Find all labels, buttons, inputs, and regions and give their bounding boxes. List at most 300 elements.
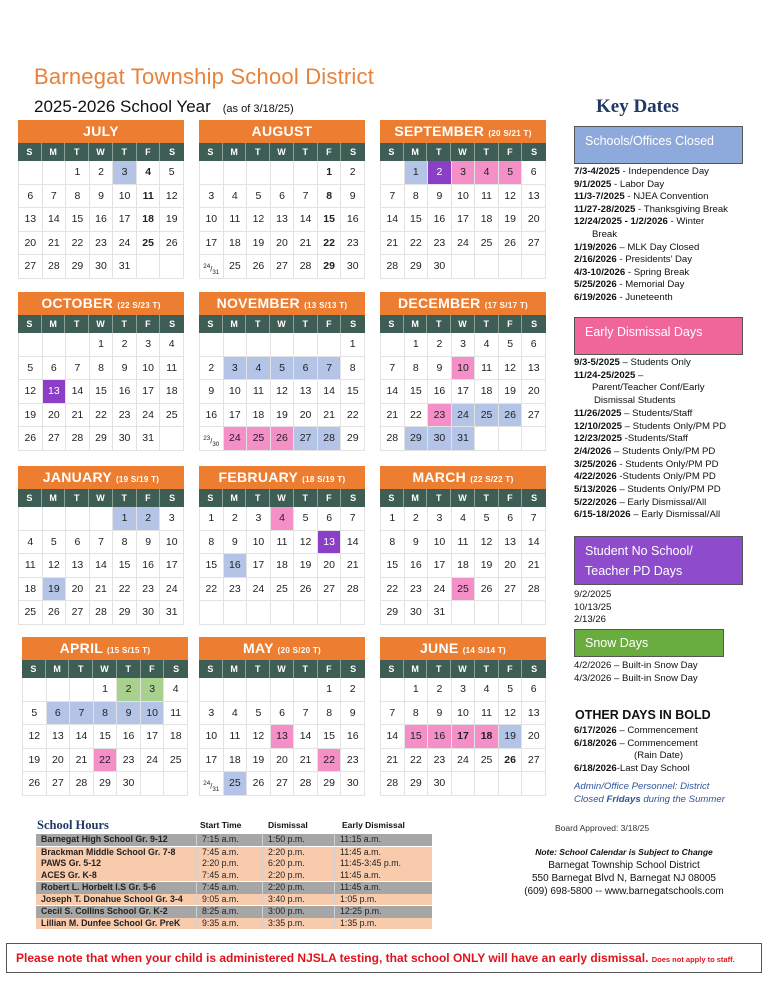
calendar-day: 29 — [318, 255, 342, 279]
calendar-day: 2 — [428, 678, 452, 702]
school-name: ACES Gr. K-8 — [41, 869, 97, 880]
key-date-item: 4/22/2026 -Students Only/PM PD — [574, 471, 716, 483]
calendar-day: 7 — [294, 185, 318, 209]
weekday-label: M — [42, 143, 66, 161]
calendar-day: 8 — [381, 531, 405, 555]
calendar-day: 8 — [405, 185, 429, 209]
school-hours-table — [36, 833, 432, 929]
calendar-day: 22 — [318, 749, 342, 773]
calendar-day: 25 — [475, 232, 499, 256]
calendar-day: 11 — [247, 380, 271, 404]
district-title: Barnegat Township School District — [34, 64, 375, 89]
calendar-day: 5 — [294, 507, 318, 531]
notice-main: Please note that when your child is administered NJSLA testing, that school ONLY will have an early dismissal. — [16, 951, 649, 965]
calendar-day: 21 — [381, 404, 405, 428]
empty-day — [200, 161, 224, 185]
calendar-day: 19 — [271, 404, 295, 428]
calendar-day: 17 — [452, 208, 476, 232]
weekday-label: M — [42, 315, 66, 333]
calendar-day: 5 — [247, 185, 271, 209]
key-date-item: 9/3-5/2025 – Students Only — [574, 357, 691, 368]
calendar-day: 12 — [499, 702, 523, 726]
month-september — [380, 120, 546, 279]
calendar-day: 6 — [19, 185, 43, 209]
calendar-day: 4 — [224, 702, 248, 726]
weekday-label: S — [199, 660, 223, 678]
calendar-day: 21 — [43, 232, 67, 256]
calendar-day: 25 — [224, 772, 248, 796]
weekday-label: T — [246, 660, 270, 678]
calendar-day: 2 — [428, 333, 452, 357]
month-day-counts: (15 S/15 T) — [107, 646, 151, 655]
calendar-day: 1 — [318, 161, 342, 185]
calendar-day: 15 — [405, 208, 429, 232]
key-date-item: 5/25/2026 - Memorial Day — [574, 279, 685, 291]
calendar-day: 25 — [247, 427, 271, 451]
admin-note-line2 — [574, 793, 725, 806]
calendar-day: 10 — [452, 357, 476, 381]
calendar-day: 15 — [66, 208, 90, 232]
month-days — [380, 333, 546, 451]
calendar-day: 9 — [90, 185, 114, 209]
calendar-day: 15 — [318, 725, 342, 749]
contact-address: 550 Barnegat Blvd N, Barnegat NJ 08005 — [531, 873, 716, 884]
calendar-day: 24 — [141, 749, 165, 773]
month-june — [380, 637, 546, 796]
calendar-day: 6 — [522, 161, 546, 185]
calendar-day: 3 — [224, 357, 248, 381]
calendar-day: 23 — [341, 749, 365, 773]
weekday-label: F — [137, 315, 161, 333]
calendar-day: 25 — [475, 404, 499, 428]
calendar-day: 21 — [294, 749, 318, 773]
contact-phone-web: (609) 698-5800 -- www.barnegatschools.com — [524, 886, 724, 897]
month-header: FEBRUARY (18 S/19 T) — [199, 466, 365, 489]
weekday-header — [18, 143, 184, 161]
school-name: Cecil S. Collins School Gr. K-2 — [41, 906, 168, 916]
weekday-label: W — [89, 315, 113, 333]
weekday-label: S — [531, 147, 538, 157]
weekday-label: W — [89, 489, 113, 507]
calendar-day: 6 — [271, 702, 295, 726]
calendar-day: 30 — [341, 772, 365, 796]
key-date-item: 6/18/2026-Last Day School — [574, 762, 690, 774]
calendar-day: 21 — [70, 749, 94, 773]
calendar-day: 13 — [43, 380, 67, 404]
njsla-notice — [6, 943, 762, 973]
calendar-day: 13 — [271, 208, 295, 232]
empty-day — [224, 161, 248, 185]
calendar-day: 1 — [405, 678, 429, 702]
admin-pre: Closed — [574, 794, 607, 805]
key-date-item: 11/3-7/2025 - NJEA Convention — [574, 191, 709, 203]
calendar-day: 31 — [428, 601, 452, 625]
calendar-day: 16 — [137, 554, 161, 578]
weekday-label: S — [380, 143, 404, 161]
calendar-day: 25 — [224, 255, 248, 279]
weekday-label: F — [499, 489, 523, 507]
month-header: JANUARY (19 S/19 T) — [18, 466, 184, 489]
snow-dates-list — [574, 660, 768, 685]
weekday-label: F — [137, 143, 161, 161]
calendar-day: 17 — [200, 749, 224, 773]
calendar-day: 25 — [19, 601, 43, 625]
month-january — [18, 466, 184, 625]
weekday-label: S — [199, 489, 223, 507]
weekday-label: S — [169, 147, 176, 157]
empty-day — [47, 678, 71, 702]
calendar-day: 7 — [70, 702, 94, 726]
calendar-day: 24 — [137, 404, 161, 428]
calendar-day: 25 — [452, 578, 476, 602]
month-october — [18, 292, 184, 451]
start-time: 7:45 a.m. — [196, 847, 262, 859]
weekday-label: F — [318, 143, 342, 161]
contact-block — [480, 846, 768, 898]
calendar-day: 17 — [200, 232, 224, 256]
calendar-day: 17 — [160, 554, 184, 578]
early-dismissal-list — [574, 357, 768, 522]
empty-day — [294, 333, 318, 357]
calendar-day: 7 — [90, 531, 114, 555]
contact-district: Barnegat Township School District — [548, 860, 700, 871]
calendar-day: 17 — [428, 554, 452, 578]
dismissal-time: 3:00 p.m. — [262, 906, 334, 918]
weekday-label: T — [475, 315, 499, 333]
start-time: 9:05 a.m. — [196, 894, 262, 906]
weekday-label: S — [350, 147, 357, 157]
month-days — [22, 678, 188, 796]
calendar-day: 18 — [247, 404, 271, 428]
empty-day — [294, 678, 318, 702]
calendar-day: 22 — [94, 749, 118, 773]
weekday-label: M — [404, 660, 428, 678]
calendar-day: 4 — [247, 357, 271, 381]
calendar-day: 20 — [294, 404, 318, 428]
calendar-day: 16 — [428, 725, 452, 749]
calendar-day: 9 — [200, 380, 224, 404]
key-date-item: 6/19/2026 - Juneteenth — [574, 291, 673, 303]
calendar-day: 23 — [405, 578, 429, 602]
calendar-day: 1 — [94, 678, 118, 702]
calendar-day: 8 — [341, 357, 365, 381]
key-date-item: 5/22/2026 – Early Dismissal/All — [574, 496, 707, 508]
calendar-day: 21 — [381, 749, 405, 773]
weekday-label: S — [380, 315, 404, 333]
calendar-day: $^{24}/_{31}$ — [200, 772, 224, 796]
calendar-day: 12 — [160, 185, 184, 209]
calendar-day: 14 — [43, 208, 67, 232]
calendar-day: 16 — [224, 554, 248, 578]
calendar-day: 23 — [341, 232, 365, 256]
weekday-label: T — [294, 315, 318, 333]
weekday-label: W — [451, 315, 475, 333]
calendar-day: 26 — [19, 427, 43, 451]
calendar-day: 20 — [522, 380, 546, 404]
admin-bold: Fridays — [606, 794, 641, 805]
calendar-day: 24 — [452, 404, 476, 428]
calendar-day: 17 — [247, 554, 271, 578]
calendar-day: 3 — [452, 161, 476, 185]
calendar-day: 8 — [318, 185, 342, 209]
weekday-label: S — [199, 315, 223, 333]
empty-day — [271, 161, 295, 185]
calendar-day: 9 — [113, 357, 137, 381]
empty-day — [70, 678, 94, 702]
weekday-label: F — [499, 143, 523, 161]
key-date-item: 6/17/2026 – Commencement — [574, 725, 698, 736]
calendar-day: 25 — [137, 232, 161, 256]
calendar-day: 24 — [452, 232, 476, 256]
school-hours-row — [36, 847, 432, 859]
dismissal-time: 1:50 p.m. — [262, 834, 334, 846]
weekday-label: S — [531, 493, 538, 503]
school-name: Robert L. Horbelt I.S Gr. 5-6 — [41, 882, 156, 892]
calendar-day: 2 — [117, 678, 141, 702]
calendar-day: 2 — [224, 507, 248, 531]
weekday-label: W — [93, 660, 117, 678]
calendar-day: 26 — [499, 749, 523, 773]
calendar-day: 2 — [341, 678, 365, 702]
early-dismissal-time: 11:45-3:45 p.m. — [334, 858, 432, 870]
calendar-day: 5 — [271, 357, 295, 381]
calendar-day: 18 — [224, 749, 248, 773]
calendar-day: 12 — [43, 554, 67, 578]
calendar-day: 5 — [19, 357, 43, 381]
col-dismissal: Dismissal — [268, 820, 308, 830]
month-day-counts: (20 S/20 T) — [277, 646, 321, 655]
weekday-label: M — [404, 315, 428, 333]
calendar-day: 19 — [23, 749, 47, 773]
empty-day — [247, 333, 271, 357]
month-days — [199, 161, 365, 279]
calendar-day: 11 — [137, 185, 161, 209]
calendar-day: 4 — [475, 161, 499, 185]
calendar-day: 28 — [381, 427, 405, 451]
weekday-header — [380, 660, 546, 678]
weekday-header — [22, 660, 188, 678]
empty-day — [475, 255, 499, 279]
calendar-day: 20 — [318, 554, 342, 578]
calendar-day: 23 — [113, 404, 137, 428]
calendar-day: 23 — [224, 578, 248, 602]
calendar-day: 19 — [294, 554, 318, 578]
calendar-day: 3 — [452, 678, 476, 702]
empty-day — [200, 678, 224, 702]
calendar-day: 16 — [113, 380, 137, 404]
empty-day — [499, 772, 523, 796]
calendar-day: 23 — [428, 749, 452, 773]
calendar-day: 10 — [200, 725, 224, 749]
calendar-day: 13 — [522, 357, 546, 381]
calendar-day: 28 — [381, 772, 405, 796]
calendar-day: 4 — [137, 161, 161, 185]
school-hours-row — [36, 882, 432, 894]
school-hours-row — [36, 870, 432, 882]
calendar-day: 11 — [271, 531, 295, 555]
empty-day — [452, 772, 476, 796]
weekday-label: T — [69, 660, 93, 678]
month-days — [380, 678, 546, 796]
weekday-label: T — [113, 489, 137, 507]
weekday-label: T — [427, 315, 451, 333]
calendar-day: 18 — [160, 380, 184, 404]
legend-closed: Schools/Offices Closed — [574, 126, 743, 164]
calendar-day: 30 — [341, 255, 365, 279]
calendar-day: 10 — [141, 702, 165, 726]
calendar-day: 14 — [70, 725, 94, 749]
empty-day — [381, 678, 405, 702]
calendar-day: 18 — [271, 554, 295, 578]
key-date-item: 12/10/2025 – Students Only/PM PD — [574, 420, 726, 432]
calendar-day: 30 — [117, 772, 141, 796]
weekday-label: W — [270, 660, 294, 678]
weekday-label: M — [223, 143, 247, 161]
calendar-day: 14 — [381, 725, 405, 749]
calendar-day: 20 — [499, 554, 523, 578]
calendar-day: 11 — [160, 357, 184, 381]
calendar-day: 20 — [522, 725, 546, 749]
calendar-day: 24 — [247, 578, 271, 602]
school-name: PAWS Gr. 5-12 — [41, 858, 101, 868]
calendar-day: 15 — [341, 380, 365, 404]
key-date-item: 11/26/2025 – Students/Staff — [574, 407, 693, 419]
dismissal-time: 3:35 p.m. — [262, 918, 334, 930]
calendar-day: 29 — [318, 772, 342, 796]
early-dismissal-time: 12:25 p.m. — [334, 906, 432, 918]
key-date-item: 2/4/2026 – Students Only/PM PD — [574, 445, 716, 457]
calendar-day: 10 — [428, 531, 452, 555]
empty-day — [294, 161, 318, 185]
calendar-day: 3 — [141, 678, 165, 702]
calendar-day: 27 — [66, 601, 90, 625]
empty-day — [318, 601, 342, 625]
calendar-day: 2 — [428, 161, 452, 185]
empty-day — [141, 772, 165, 796]
empty-day — [452, 601, 476, 625]
calendar-day: 10 — [113, 185, 137, 209]
school-hours-row — [36, 894, 432, 906]
calendar-day: 12 — [294, 531, 318, 555]
calendar-day: 9 — [137, 531, 161, 555]
calendar-day: 22 — [405, 232, 429, 256]
month-march — [380, 466, 546, 625]
calendar-day: 16 — [428, 208, 452, 232]
calendar-day: 17 — [141, 725, 165, 749]
calendar-day: 1 — [318, 678, 342, 702]
month-header: MARCH (22 S/22 T) — [380, 466, 546, 489]
calendar-day: 21 — [66, 404, 90, 428]
pd-label-line1: Student No School/ — [585, 544, 693, 558]
calendar-day: 12 — [23, 725, 47, 749]
month-header: AUGUST — [199, 120, 365, 143]
key-date-item: 6/18/2026 – Commencement — [574, 737, 698, 749]
calendar-day: 28 — [294, 255, 318, 279]
calendar-day: 25 — [475, 749, 499, 773]
calendar-day: 18 — [475, 725, 499, 749]
col-start-time: Start Time — [200, 820, 242, 830]
weekday-label: S — [531, 319, 538, 329]
empty-day — [475, 772, 499, 796]
weekday-label: S — [18, 143, 42, 161]
other-dates-list — [574, 725, 768, 775]
weekday-label: S — [380, 489, 404, 507]
calendar-day: 5 — [247, 702, 271, 726]
calendar-day: 17 — [452, 380, 476, 404]
month-july — [18, 120, 184, 279]
early-dismissal-time: 1:05 p.m. — [334, 894, 432, 906]
key-date-item: Parent/Teacher Conf/Early — [592, 382, 705, 394]
calendar-day: 4 — [271, 507, 295, 531]
calendar-day: 1 — [113, 507, 137, 531]
calendar-day: $^{23}/_{30}$ — [200, 427, 224, 451]
calendar-day: 11 — [475, 185, 499, 209]
calendar-day: 18 — [137, 208, 161, 232]
calendar-day: 10 — [160, 531, 184, 555]
calendar-day: 7 — [381, 357, 405, 381]
calendar-day: 19 — [475, 554, 499, 578]
school-hours-row — [36, 918, 432, 930]
empty-day — [224, 678, 248, 702]
month-header: OCTOBER (22 S/23 T) — [18, 292, 184, 315]
calendar-day: 28 — [43, 255, 67, 279]
key-date-item: 9/1/2025 - Labor Day — [574, 178, 665, 190]
key-date-item: 5/13/2026 – Students Only/PM PD — [574, 484, 721, 496]
calendar-day: 8 — [318, 702, 342, 726]
weekday-header — [199, 660, 365, 678]
calendar-day: 20 — [271, 749, 295, 773]
calendar-day: 14 — [522, 531, 546, 555]
dismissal-time: 2:20 p.m. — [262, 882, 334, 894]
calendar-day: 7 — [318, 357, 342, 381]
weekday-label: W — [451, 489, 475, 507]
key-date-item: 3/25/2026 - Students Only/PM PD — [574, 458, 719, 470]
calendar-day: 12 — [247, 725, 271, 749]
calendar-day: 17 — [113, 208, 137, 232]
calendar-day: 26 — [271, 427, 295, 451]
calendar-day: 26 — [475, 578, 499, 602]
calendar-day: 29 — [66, 255, 90, 279]
month-days — [380, 161, 546, 279]
calendar-day: 30 — [428, 255, 452, 279]
closed-dates-list — [574, 166, 768, 305]
dismissal-time: 6:20 p.m. — [262, 858, 334, 870]
calendar-day: 28 — [90, 601, 114, 625]
calendar-day: 1 — [200, 507, 224, 531]
weekday-header — [18, 315, 184, 333]
calendar-day: 26 — [247, 255, 271, 279]
calendar-day: 29 — [113, 601, 137, 625]
calendar-day: 15 — [90, 380, 114, 404]
weekday-label: M — [404, 489, 428, 507]
calendar-day: 22 — [405, 749, 429, 773]
month-day-counts: (22 S/23 T) — [117, 301, 161, 310]
other-days-title: OTHER DAYS IN BOLD — [575, 708, 711, 722]
key-date-item: 4/3/2026 – Built-in Snow Day — [574, 672, 698, 684]
calendar-day: 18 — [19, 578, 43, 602]
calendar-day: 26 — [499, 404, 523, 428]
weekday-label: S — [350, 319, 357, 329]
weekday-label: W — [270, 489, 294, 507]
empty-day — [341, 601, 365, 625]
calendar-day: 26 — [499, 232, 523, 256]
admin-note-line1: Admin/Office Personnel: District — [574, 781, 710, 792]
weekday-label: T — [65, 489, 89, 507]
early-dismissal-time: 11:45 a.m. — [334, 882, 432, 894]
weekday-label: T — [427, 660, 451, 678]
board-approved: Board Approved: 3/18/25 — [555, 823, 650, 833]
weekday-label: S — [531, 664, 538, 674]
